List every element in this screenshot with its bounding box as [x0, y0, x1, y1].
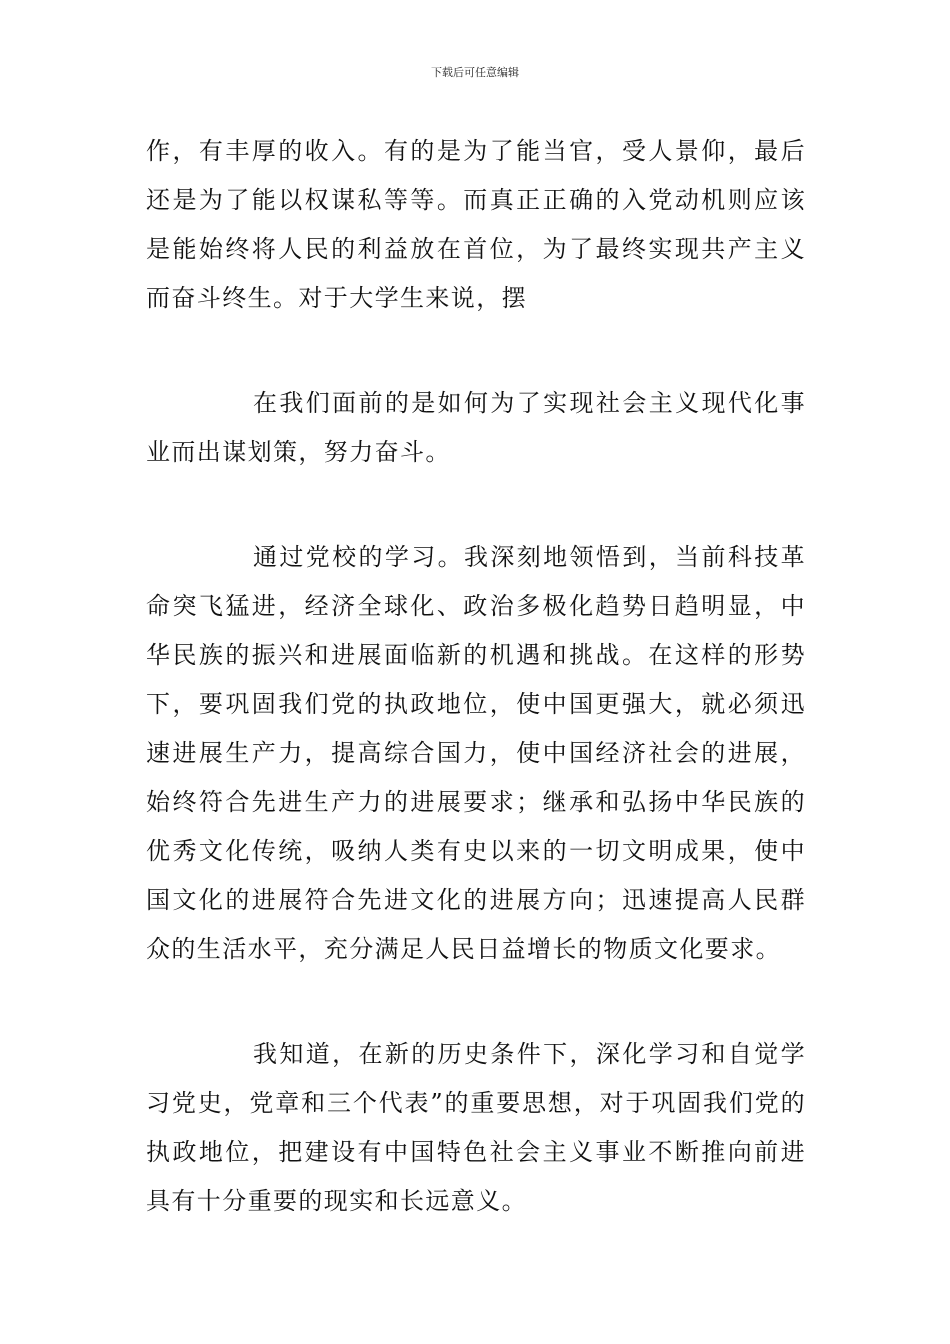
paragraph-4: 我知道，在新的历史条件下，深化学习和自觉学习党史，党章和三个代表”的重要思想，对于巩固我们党的执政地位，把建设有中国特色社会主义事业不断推向前进具有十分重要的现实和长远意义。 [146, 1040, 806, 1215]
paragraph-3: 通过党校的学习。我深刻地领悟到，当前科技革命突飞猛进，经济全球化、政治多极化趋势日趋明显，中华民族的振兴和进展面临新的机遇和挑战。在这样的形势下，要巩固我们党的执政地位，使中国更强大，就必须迅速进展生产力，提高综合国力，使中国经济社会的进展，始终符合先进生产力的进展要求；继承和弘扬中华民族的优秀文化传统，吸纳人类有史以来的一切文明成果，使中国文化的进展符合先进文化的进展方向；迅速提高人民群众的生活水平，充分满足人民日益增长的物质文化要求。 [146, 543, 806, 963]
paragraph-spacer [146, 323, 806, 379]
paragraph-spacer [146, 974, 806, 1030]
paragraph-spacer [146, 477, 806, 533]
page-header-note: 下载后可任意编辑 [431, 66, 519, 79]
document-body [146, 127, 806, 1226]
paragraph-2: 在我们面前的是如何为了实现社会主义现代化事业而出谋划策，努力奋斗。 [146, 389, 806, 466]
paragraph-1: 作，有丰厚的收入。有的是为了能当官，受人景仰，最后还是为了能以权谋私等等。而真正正确的入党动机则应该是能始终将人民的利益放在首位，为了最终实现共产主义而奋斗终生。对于大学生来说，摆 [146, 137, 806, 312]
